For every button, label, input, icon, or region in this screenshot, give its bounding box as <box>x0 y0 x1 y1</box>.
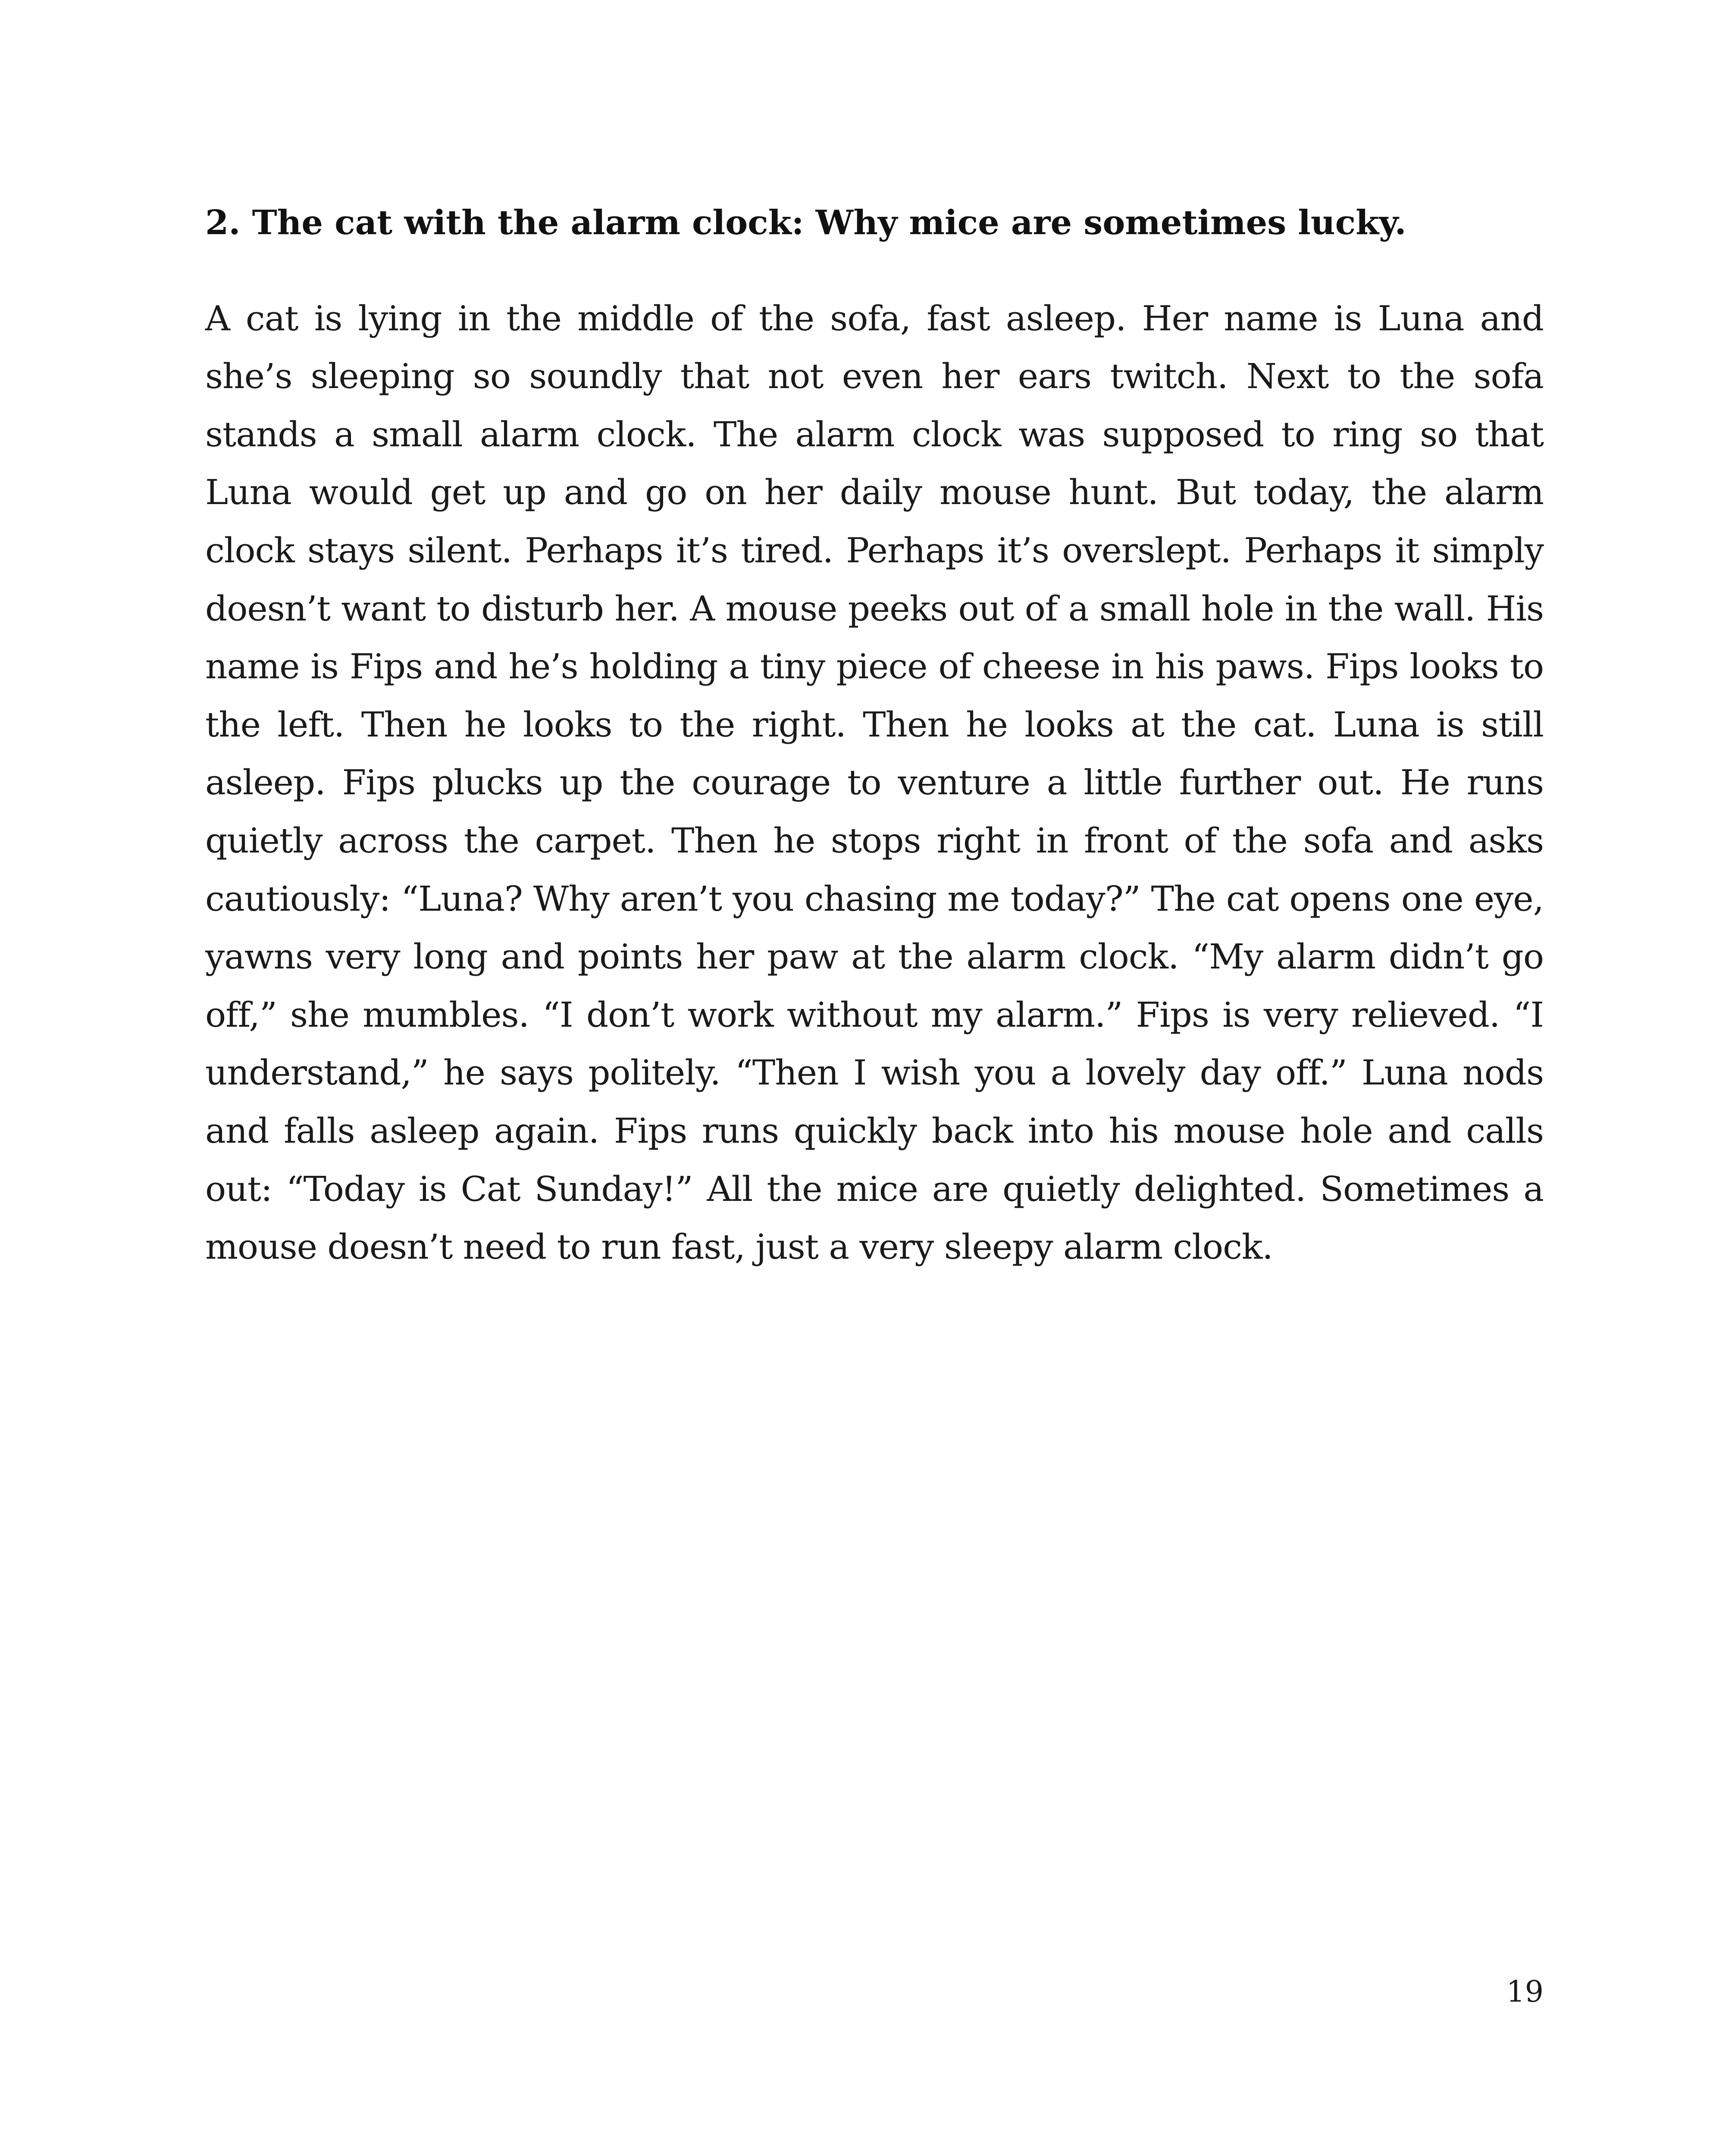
story-paragraph: A cat is lying in the middle of the sofa, fast asleep. Her name is Luna and she’s sleeping so soundly that not even her ears twitch. Next to the sofa stands a small alarm clock. The alarm clock was supposed to ring so that Luna would get up and go on her daily mouse hunt. But today, the alarm clock stays silent. Perhaps it’s tired. Perhaps it’s overslept. Perhaps it simply doesn’t want to disturb her. A mouse peeks out of a small hole in the wall. His name is Fips and he’s holding a tiny piece of cheese in his paws. Fips looks to the left. Then he looks to the right. Then he looks at the cat. Luna is still asleep. Fips plucks up the courage to venture a little further out. He runs quietly across the carpet. Then he stops right in front of the sofa and asks cautiously: “Luna? Why aren’t you chasing me today?” The cat opens one eye, yawns very long and points her paw at the alarm clock. “My alarm didn’t go off,” she mumbles. “I don’t work without my alarm.” Fips is very relieved. “I understand,” he says politely. “Then I wish you a lovely day off.” Luna nods and falls asleep again. Fips runs quickly back into his mouse hole and calls out: “Today is Cat Sunday!” All the mice are quietly delighted. Sometimes a mouse doesn’t need to run fast, just a very sleepy alarm clock. <box>205 298 1544 1267</box>
chapter-heading: 2. The cat with the alarm clock: Why mice are sometimes lucky. <box>205 203 1406 242</box>
page-number: 19 <box>1506 1975 1544 2009</box>
page-content <box>205 203 1544 1276</box>
